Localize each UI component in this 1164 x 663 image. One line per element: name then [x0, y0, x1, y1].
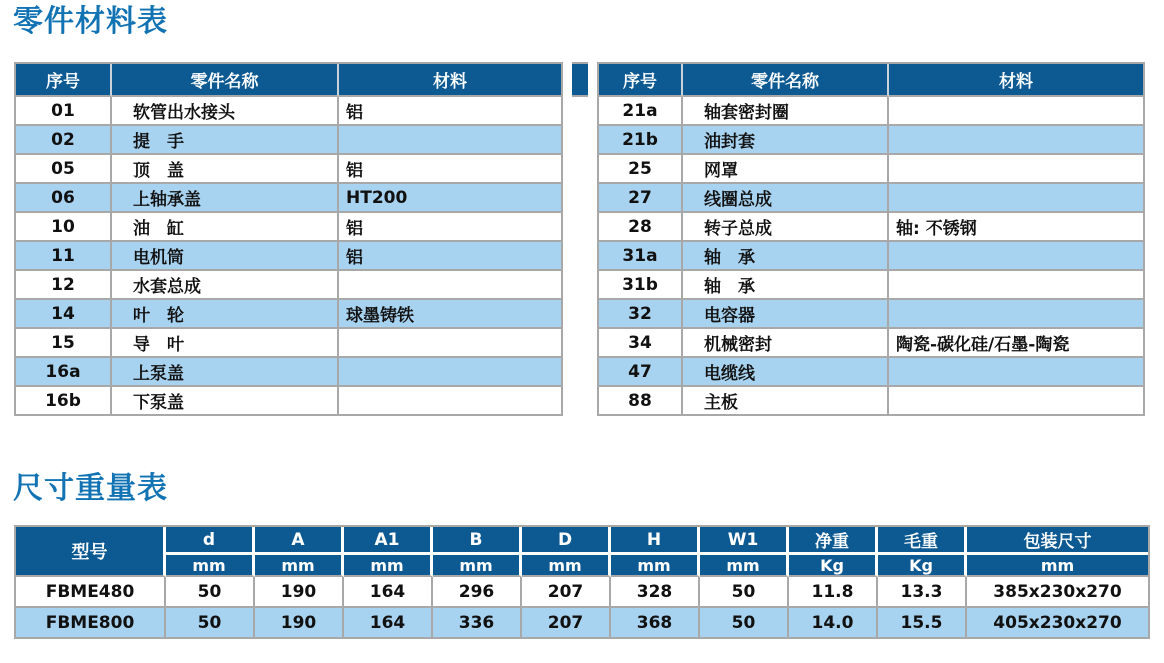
- part-no: 88: [599, 387, 683, 414]
- part-material: [889, 358, 1143, 387]
- dim-column-label: 毛重: [878, 527, 967, 555]
- parts-row-left-02: [16, 126, 561, 155]
- column-header-name: 零件名称: [112, 64, 339, 97]
- part-material: 铝: [339, 213, 561, 242]
- model-column-header: 型号: [16, 527, 166, 577]
- part-no: 05: [16, 155, 112, 184]
- dim-value: 13.3: [878, 577, 967, 608]
- part-name: 轴 承: [683, 271, 889, 300]
- parts-material-tables: [14, 62, 1145, 416]
- parts-row-right-31b: [599, 271, 1143, 300]
- part-name: 电缆线: [683, 358, 889, 387]
- column-header-material: 材料: [339, 64, 561, 97]
- part-material: [889, 126, 1143, 155]
- part-no: 01: [16, 97, 112, 126]
- parts-row-right-47: [599, 358, 1143, 387]
- dim-value: 405x230x270: [967, 608, 1148, 637]
- dim-value: 190: [255, 608, 344, 637]
- parts-row-right-31a: [599, 242, 1143, 271]
- dim-column-label: A: [255, 527, 344, 555]
- part-name: 网罩: [683, 155, 889, 184]
- dim-column-unit: mm: [433, 555, 522, 577]
- column-header-material: 材料: [889, 64, 1143, 97]
- part-material: HT200: [339, 184, 561, 213]
- part-material: 球墨铸铁: [339, 300, 561, 329]
- part-no: 27: [599, 184, 683, 213]
- dimensions-table-title: 尺寸重量表: [13, 471, 168, 506]
- dim-column-unit: mm: [700, 555, 789, 577]
- part-name: 叶 轮: [112, 300, 339, 329]
- part-material: [889, 271, 1143, 300]
- part-material: [339, 329, 561, 358]
- part-material: [339, 126, 561, 155]
- dim-value: 11.8: [789, 577, 878, 608]
- part-name: 电机筒: [112, 242, 339, 271]
- parts-row-left-06: [16, 184, 561, 213]
- part-name: 轴 承: [683, 242, 889, 271]
- part-name: 水套总成: [112, 271, 339, 300]
- dim-header-labels-row: [16, 527, 1148, 555]
- part-name: 下泵盖: [112, 387, 339, 414]
- dim-value: 14.0: [789, 608, 878, 637]
- table-gap: [563, 62, 597, 416]
- part-no: 16b: [16, 387, 112, 414]
- part-material: [339, 358, 561, 387]
- dim-value: 50: [700, 577, 789, 608]
- part-material: [889, 242, 1143, 271]
- part-no: 21a: [599, 97, 683, 126]
- part-no: 28: [599, 213, 683, 242]
- part-no: 47: [599, 358, 683, 387]
- dim-value: 368: [611, 608, 700, 637]
- dim-value: 296: [433, 577, 522, 608]
- dim-column-unit: Kg: [789, 555, 878, 577]
- dim-value: 50: [166, 608, 255, 637]
- parts-table-title: 零件材料表: [13, 4, 168, 39]
- parts-row-left-15: [16, 329, 561, 358]
- dim-column-label: D: [522, 527, 611, 555]
- dim-column-unit: Kg: [878, 555, 967, 577]
- part-name: 轴套密封圈: [683, 97, 889, 126]
- parts-row-left-10: [16, 213, 561, 242]
- parts-row-right-34: [599, 329, 1143, 358]
- dim-column-label: 净重: [789, 527, 878, 555]
- part-no: 11: [16, 242, 112, 271]
- dim-value: 190: [255, 577, 344, 608]
- dim-column-label: H: [611, 527, 700, 555]
- model-name: FBME480: [16, 577, 166, 608]
- part-name: 油封套: [683, 126, 889, 155]
- part-name: 软管出水接头: [112, 97, 339, 126]
- dim-column-label: d: [166, 527, 255, 555]
- part-material: 铝: [339, 242, 561, 271]
- dim-column-label: A1: [344, 527, 433, 555]
- dim-value: 50: [166, 577, 255, 608]
- dim-value: 385x230x270: [967, 577, 1148, 608]
- dimensions-table-header: [16, 527, 1148, 577]
- parts-table-left-header: [16, 64, 561, 97]
- parts-row-right-25: [599, 155, 1143, 184]
- parts-row-left-16a: [16, 358, 561, 387]
- part-material: [889, 97, 1143, 126]
- part-no: 15: [16, 329, 112, 358]
- dimensions-weight-table: [14, 525, 1150, 639]
- part-no: 02: [16, 126, 112, 155]
- dim-value: 207: [522, 608, 611, 637]
- part-material: 陶瓷-碳化硅/石墨-陶瓷: [889, 329, 1143, 358]
- dim-column-label: W1: [700, 527, 789, 555]
- parts-table-left-body: [16, 97, 561, 414]
- part-material: [889, 387, 1143, 414]
- part-name: 机械密封: [683, 329, 889, 358]
- dim-value: 328: [611, 577, 700, 608]
- dim-value: 164: [344, 608, 433, 637]
- part-name: 线圈总成: [683, 184, 889, 213]
- part-name: 转子总成: [683, 213, 889, 242]
- part-material: [889, 300, 1143, 329]
- part-material: [889, 155, 1143, 184]
- dim-column-unit: mm: [967, 555, 1148, 577]
- part-no: 25: [599, 155, 683, 184]
- parts-row-right-88: [599, 387, 1143, 414]
- parts-table-right-body: [599, 97, 1143, 414]
- parts-table-right-header: [599, 64, 1143, 97]
- part-name: 提 手: [112, 126, 339, 155]
- part-material: 轴: 不锈钢: [889, 213, 1143, 242]
- dimensions-table-body: [16, 577, 1148, 637]
- dim-value: 207: [522, 577, 611, 608]
- dim-column-unit: mm: [255, 555, 344, 577]
- parts-row-right-32: [599, 300, 1143, 329]
- dim-column-label: B: [433, 527, 522, 555]
- parts-table-right: [597, 62, 1145, 416]
- column-header-name: 零件名称: [683, 64, 889, 97]
- dim-column-unit: mm: [611, 555, 700, 577]
- parts-row-left-11: [16, 242, 561, 271]
- part-name: 顶 盖: [112, 155, 339, 184]
- dim-header-units-row: [16, 555, 1148, 577]
- dim-value: 50: [700, 608, 789, 637]
- part-no: 16a: [16, 358, 112, 387]
- part-material: 铝: [339, 97, 561, 126]
- part-name: 主板: [683, 387, 889, 414]
- dim-column-unit: mm: [344, 555, 433, 577]
- parts-table-left: [14, 62, 563, 416]
- part-no: 34: [599, 329, 683, 358]
- part-no: 06: [16, 184, 112, 213]
- parts-row-left-14: [16, 300, 561, 329]
- part-name: 上泵盖: [112, 358, 339, 387]
- dim-row-FBME800: [16, 608, 1148, 637]
- part-no: 32: [599, 300, 683, 329]
- column-header-no: 序号: [16, 64, 112, 97]
- part-material: [339, 271, 561, 300]
- part-no: 31b: [599, 271, 683, 300]
- parts-row-left-05: [16, 155, 561, 184]
- part-no: 21b: [599, 126, 683, 155]
- part-no: 12: [16, 271, 112, 300]
- dim-row-FBME480: [16, 577, 1148, 608]
- part-no: 10: [16, 213, 112, 242]
- parts-row-right-28: [599, 213, 1143, 242]
- parts-row-left-16b: [16, 387, 561, 414]
- parts-row-left-12: [16, 271, 561, 300]
- dim-column-label: 包装尺寸: [967, 527, 1148, 555]
- part-material: [889, 184, 1143, 213]
- dim-value: 15.5: [878, 608, 967, 637]
- part-name: 上轴承盖: [112, 184, 339, 213]
- part-material: 铝: [339, 155, 561, 184]
- parts-row-right-21b: [599, 126, 1143, 155]
- dim-column-unit: mm: [166, 555, 255, 577]
- parts-row-right-27: [599, 184, 1143, 213]
- part-material: [339, 387, 561, 414]
- gap-header-block: [572, 62, 588, 97]
- parts-row-right-21a: [599, 97, 1143, 126]
- part-name: 油 缸: [112, 213, 339, 242]
- part-no: 31a: [599, 242, 683, 271]
- parts-row-left-01: [16, 97, 561, 126]
- model-name: FBME800: [16, 608, 166, 637]
- part-name: 导 叶: [112, 329, 339, 358]
- dim-value: 164: [344, 577, 433, 608]
- dim-value: 336: [433, 608, 522, 637]
- dim-column-unit: mm: [522, 555, 611, 577]
- part-name: 电容器: [683, 300, 889, 329]
- part-no: 14: [16, 300, 112, 329]
- column-header-no: 序号: [599, 64, 683, 97]
